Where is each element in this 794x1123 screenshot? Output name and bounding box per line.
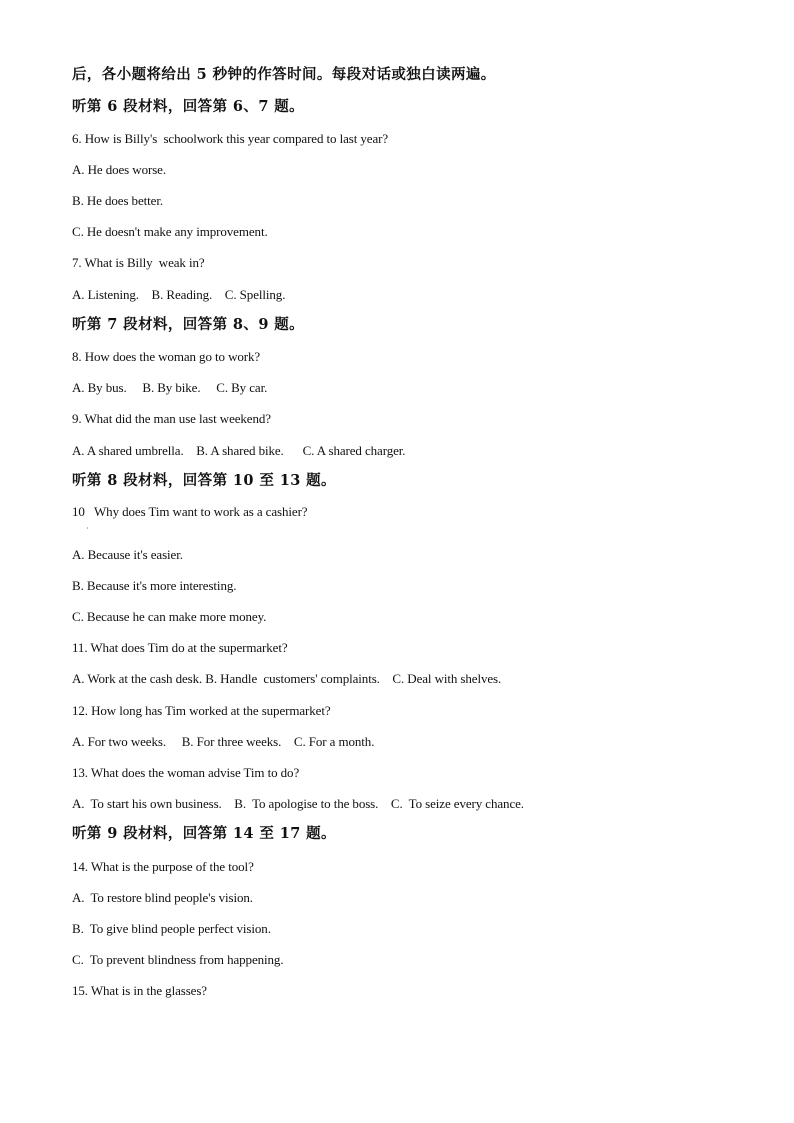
question-7: 7. What is Billy weak in? (72, 255, 205, 270)
question-6-option-c: C. He doesn't make any improvement. (72, 224, 268, 239)
question-12: 12. How long has Tim worked at the supermarket? (72, 703, 331, 718)
question-9: 9. What did the man use last weekend? (72, 411, 271, 426)
instruction-continuation: 后，各小题将给出 5 秒钟的作答时间。每段对话或独白读两遍。 (72, 66, 496, 83)
section-heading-7: 听第 7 段材料，回答第 8、9 题。 (72, 316, 305, 333)
question-10-option-a: A. Because it's easier. (72, 547, 183, 562)
question-8-options: A. By bus. B. By bike. C. By car. (72, 380, 268, 395)
question-14-option-b: B. To give blind people perfect vision. (72, 921, 271, 936)
question-14: 14. What is the purpose of the tool? (72, 859, 254, 874)
question-11-options: A. Work at the cash desk. B. Handle customers' complaints. C. Deal with shelves. (72, 671, 502, 686)
question-13-options: A. To start his own business. B. To apologise to the boss. C. To seize every chance. (72, 796, 524, 811)
section-heading-6: 听第 6 段材料，回答第 6、7 题。 (72, 98, 305, 115)
question-15: 15. What is in the glasses? (72, 983, 207, 998)
question-10-option-b: B. Because it's more interesting. (72, 578, 237, 593)
section-heading-9: 听第 9 段材料，回答第 14 至 17 题。 (72, 825, 336, 842)
question-14-option-c: C. To prevent blindness from happening. (72, 952, 284, 967)
question-6-option-a: A. He does worse. (72, 162, 166, 177)
question-9-options: A. A shared umbrella. B. A shared bike. C. A shared charger. (72, 443, 406, 458)
question-13: 13. What does the woman advise Tim to do? (72, 765, 300, 780)
question-6-option-b: B. He does better. (72, 193, 163, 208)
question-7-options: A. Listening. B. Reading. C. Spelling. (72, 287, 286, 302)
stray-dot-mark: · (86, 524, 89, 533)
question-10: 10 Why does Tim want to work as a cashier? (72, 504, 308, 519)
question-8: 8. How does the woman go to work? (72, 349, 261, 364)
question-14-option-a: A. To restore blind people's vision. (72, 890, 253, 905)
question-6: 6. How is Billy's schoolwork this year compared to last year? (72, 131, 389, 146)
question-12-options: A. For two weeks. B. For three weeks. C. For a month. (72, 734, 375, 749)
question-11: 11. What does Tim do at the supermarket? (72, 640, 288, 655)
section-heading-8: 听第 8 段材料，回答第 10 至 13 题。 (72, 472, 336, 489)
question-10-option-c: C. Because he can make more money. (72, 609, 267, 624)
